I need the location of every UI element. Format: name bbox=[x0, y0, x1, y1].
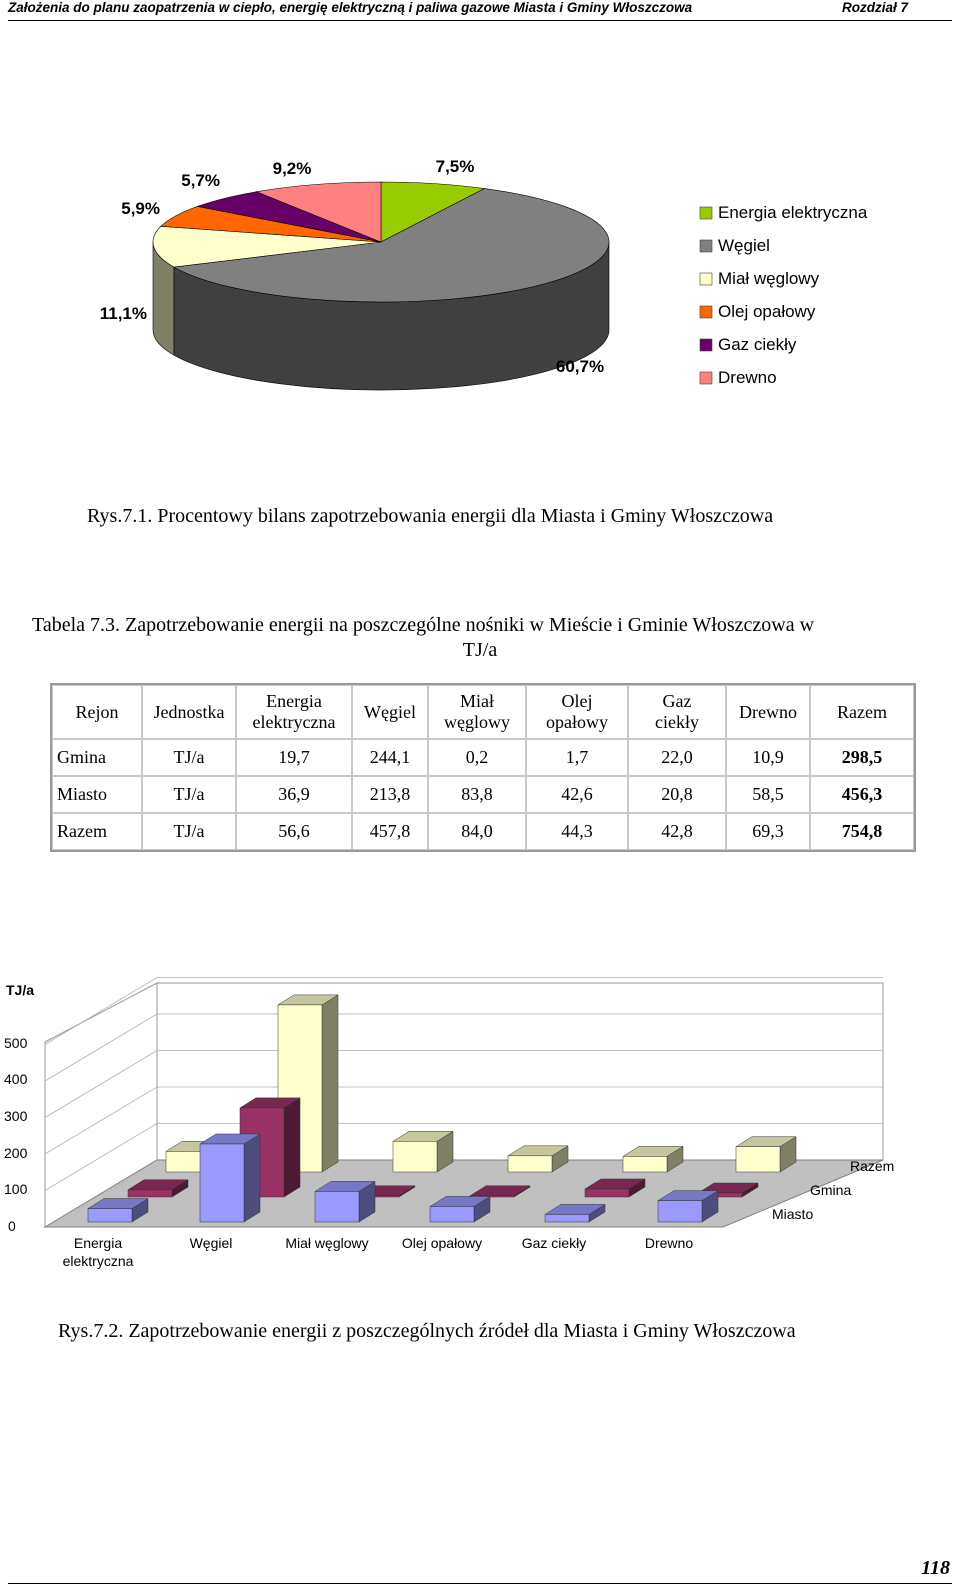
table-title-unit: TJ/a bbox=[462, 639, 498, 661]
col-header-mial: Miał węglowy bbox=[428, 685, 526, 739]
table-row bbox=[52, 776, 914, 813]
ytick-500: 500 bbox=[4, 1035, 28, 1051]
pie-label-mial: 11,1% bbox=[99, 304, 147, 323]
legend-swatch-olej bbox=[700, 306, 712, 318]
figure-caption-1: Rys.7.1. Procentowy bilans zapotrzebowania energii dla Miasta i Gminy Włoszczowa bbox=[87, 505, 774, 527]
header-chapter: Rozdział 7 bbox=[841, 0, 908, 15]
pie-label-drewno: 9,2% bbox=[272, 159, 312, 178]
xlabel-mial: Miał węglowy bbox=[285, 1235, 369, 1251]
table-cell: 213,8 bbox=[352, 776, 428, 813]
col-header-gaz: Gaz ciekły bbox=[628, 685, 726, 739]
table-cell: 42,8 bbox=[628, 813, 726, 850]
bar-miasto-drewno bbox=[658, 1191, 718, 1222]
table-cell: 58,5 bbox=[726, 776, 810, 813]
xlabel-wegiel: Węgiel bbox=[189, 1235, 233, 1251]
col-header-rejon: Rejon bbox=[52, 685, 142, 739]
bar-miasto-wegiel bbox=[200, 1134, 260, 1222]
legend-item-olej: Olej opałowy bbox=[718, 302, 816, 321]
energy-table bbox=[50, 683, 916, 852]
table-cell: 244,1 bbox=[352, 739, 428, 776]
table-cell-total: 456,3 bbox=[810, 776, 914, 813]
table-cell: TJ/a bbox=[142, 776, 236, 813]
legend-item-wegiel: Węgiel bbox=[718, 236, 770, 255]
legend-swatch-gaz bbox=[700, 339, 712, 351]
page-header bbox=[8, 0, 952, 21]
table-cell: Gmina bbox=[52, 739, 142, 776]
table-cell: TJ/a bbox=[142, 813, 236, 850]
col-header-drewno: Drewno bbox=[726, 685, 810, 739]
series-label-razem: Razem bbox=[850, 1158, 895, 1174]
ytick-300: 300 bbox=[4, 1108, 28, 1124]
table-cell: 56,6 bbox=[236, 813, 352, 850]
bar-chart bbox=[0, 960, 960, 1300]
page-number: 118 bbox=[921, 1557, 950, 1579]
ytick-200: 200 bbox=[4, 1145, 28, 1161]
ytick-100: 100 bbox=[4, 1181, 28, 1197]
legend-swatch-wegiel bbox=[700, 240, 712, 252]
table-cell: 1,7 bbox=[526, 739, 628, 776]
table-header-row bbox=[52, 685, 914, 739]
table-cell: 42,6 bbox=[526, 776, 628, 813]
table-cell: 10,9 bbox=[726, 739, 810, 776]
table-cell: 44,3 bbox=[526, 813, 628, 850]
table-row bbox=[52, 739, 914, 776]
xlabel-olej: Olej opałowy bbox=[401, 1235, 483, 1251]
col-header-razem: Razem bbox=[810, 685, 914, 739]
table-cell: 84,0 bbox=[428, 813, 526, 850]
figure-caption-2: Rys.7.2. Zapotrzebowanie energii z poszczególnych źródeł dla Miasta i Gminy Włoszczowa bbox=[58, 1320, 796, 1342]
table-cell: 22,0 bbox=[628, 739, 726, 776]
col-header-olej: Olej opałowy bbox=[526, 685, 628, 739]
legend-item-energia: Energia elektryczna bbox=[718, 203, 868, 222]
bar-chart-yticks bbox=[4, 1035, 28, 1234]
ytick-400: 400 bbox=[4, 1071, 28, 1087]
col-header-wegiel: Węgiel bbox=[352, 685, 428, 739]
xlabel-energia-2: elektryczna bbox=[62, 1253, 134, 1269]
table-cell: 36,9 bbox=[236, 776, 352, 813]
table-cell: Miasto bbox=[52, 776, 142, 813]
table-cell-total: 754,8 bbox=[810, 813, 914, 850]
legend-item-drewno: Drewno bbox=[718, 368, 777, 387]
col-header-jednostka: Jednostka bbox=[142, 685, 236, 739]
pie-label-gaz: 5,7% bbox=[181, 171, 220, 190]
bar-miasto-mial bbox=[315, 1181, 375, 1222]
pie-legend bbox=[700, 203, 868, 387]
table-row bbox=[52, 813, 914, 850]
pie-label-wegiel: 60,7% bbox=[555, 357, 605, 376]
pie-label-olej: 5,9% bbox=[121, 199, 160, 218]
bar-chart-yunit: TJ/a bbox=[6, 982, 35, 998]
table-cell-total: 298,5 bbox=[810, 739, 914, 776]
col-header-energia: Energia elektryczna bbox=[236, 685, 352, 739]
series-label-gmina: Gmina bbox=[810, 1182, 852, 1198]
xlabel-drewno: Drewno bbox=[644, 1235, 694, 1251]
table-cell: 83,8 bbox=[428, 776, 526, 813]
pie-label-energia: 7,5% bbox=[435, 157, 475, 176]
legend-swatch-energia bbox=[700, 207, 712, 219]
bar-razem-drewno bbox=[736, 1137, 796, 1172]
legend-swatch-mial bbox=[700, 273, 712, 285]
xlabel-energia-1: Energia bbox=[73, 1235, 123, 1251]
table-cell: Razem bbox=[52, 813, 142, 850]
table-cell: 0,2 bbox=[428, 739, 526, 776]
table-title: Tabela 7.3. Zapotrzebowanie energii na poszczególne nośniki w Mieście i Gminie Włoszczowa w bbox=[32, 614, 815, 636]
header-title: Założenia do planu zaopatrzenia w ciepło, energię elektryczną i paliwa gazowe Miasta i Gminy Włoszczowa bbox=[8, 0, 693, 15]
table-cell: 20,8 bbox=[628, 776, 726, 813]
ytick-0: 0 bbox=[8, 1218, 16, 1234]
table-cell: 69,3 bbox=[726, 813, 810, 850]
table-cell: TJ/a bbox=[142, 739, 236, 776]
pie-chart bbox=[0, 40, 960, 480]
bar-chart-xlabels bbox=[63, 1235, 694, 1269]
legend-swatch-drewno bbox=[700, 372, 712, 384]
table-cell: 19,7 bbox=[236, 739, 352, 776]
legend-item-gaz: Gaz ciekły bbox=[718, 335, 797, 354]
footer-rule bbox=[8, 1583, 952, 1584]
series-label-miasto: Miasto bbox=[772, 1206, 814, 1222]
table-cell: 457,8 bbox=[352, 813, 428, 850]
bar-razem-mial bbox=[393, 1131, 453, 1172]
xlabel-gaz: Gaz ciekły bbox=[521, 1235, 587, 1251]
legend-item-mial: Miał węglowy bbox=[718, 269, 820, 288]
